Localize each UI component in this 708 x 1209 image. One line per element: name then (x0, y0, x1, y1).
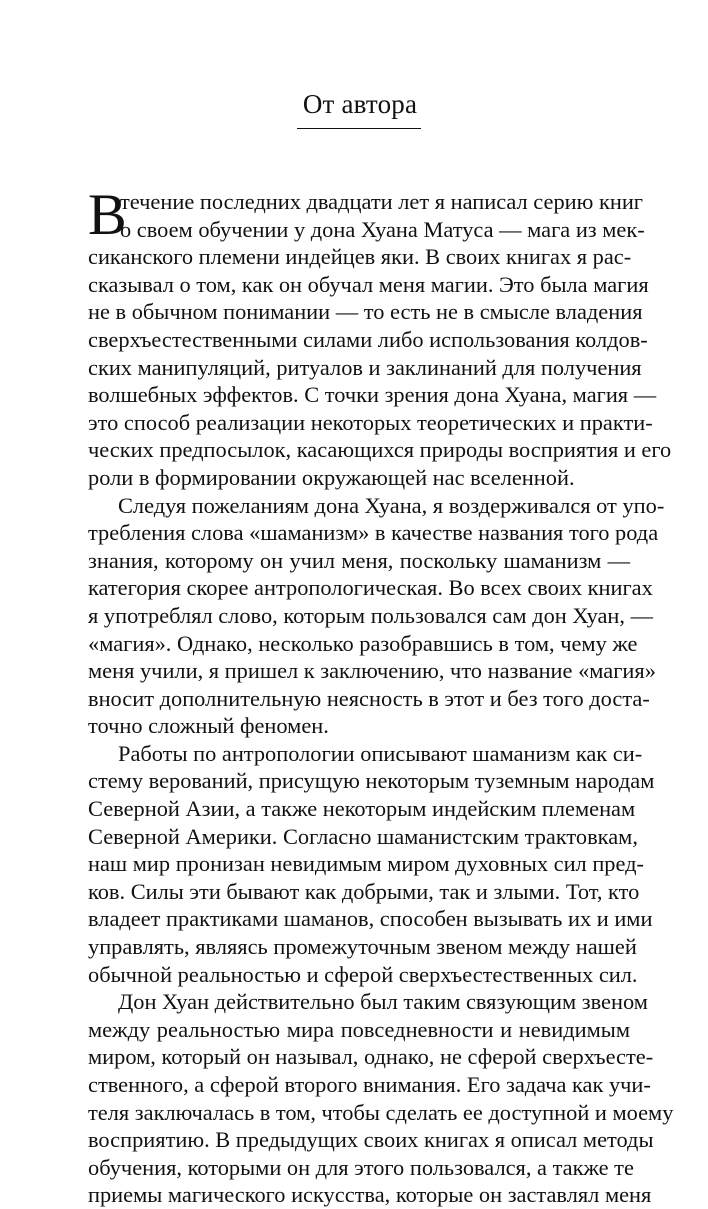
text-line: сиканского племени индейцев яки. В своих книгах я рас- (88, 244, 632, 270)
chapter-title: От автора (302, 89, 418, 119)
body-text (88, 182, 674, 1209)
paragraph (88, 988, 674, 1209)
text-line: Работы по антропологии описывают шаманизм как си- (118, 740, 643, 766)
text-line: стему верований, присущую некоторым туземным народам (88, 768, 655, 794)
text-line: точно сложный феномен. (88, 713, 329, 739)
text-line: ственного, а сферой второго внимания. Его задача как учи- (88, 1072, 651, 1097)
text-line: роли в формировании окружающей нас вселенной. (88, 464, 575, 490)
text-line: миром, который он называл, однако, не сферой сверхъесте- (88, 1044, 654, 1070)
paragraph (88, 492, 665, 740)
text-line: теля заключалась в том, чтобы сделать ее доступной и моему (88, 1099, 674, 1125)
title-underline (297, 128, 421, 129)
text-line: восприятию. В предыдущих своих книгах я описал методы (88, 1127, 654, 1153)
paragraph (88, 182, 672, 492)
text-line: обучения, которыми он для этого пользовался, а также те (88, 1154, 634, 1180)
text-line: Северной Азии, а также некоторым индейским племенам (88, 796, 636, 822)
text-line: владеет практиками шаманов, способен вызывать их и ими (88, 906, 653, 932)
drop-cap-letter: В (88, 182, 127, 247)
text-line: «магия». Однако, несколько разобравшись в том, чему же (88, 630, 638, 656)
text-line: ческих предпосылок, касающихся природы восприятия и его (88, 437, 672, 463)
text-line: волшебных эффектов. С точки зрения дона Хуана, магия — (88, 382, 657, 408)
text-line: наш мир пронизан невидимым миром духовных сил пред- (88, 851, 644, 877)
text-line: между реальностью мира повседневности и невидимым (88, 1016, 630, 1042)
text-line: Северной Америки. Согласно шаманистским трактовкам, (88, 823, 638, 849)
text-line: меня учили, я пришел к заключению, что название «магия» (88, 658, 656, 684)
text-line: ских манипуляций, ритуалов и заклинаний для получения (88, 354, 642, 380)
text-line: вносит дополнительную неясность в этот и без того доста- (88, 685, 650, 711)
text-line: категория скорее антропологическая. Во всех своих книгах (88, 575, 653, 601)
dropcap-block (88, 182, 645, 247)
text-line: я употреблял слово, которым пользовался сам дон Хуан, — (88, 602, 653, 628)
text-line: течение последних двадцати лет я написал серию книг (120, 189, 643, 214)
text-line: не в обычном понимании — то есть не в смысле владения (88, 299, 643, 325)
text-line: это способ реализации некоторых теоретических и практи- (88, 409, 653, 435)
text-line: знания, которому он учил меня, поскольку шаманизм — (88, 547, 630, 573)
text-line: Следуя пожеланиям дона Хуана, я воздерживался от упо- (118, 492, 665, 518)
text-line: ков. Силы эти бывают как добрыми, так и злыми. Тот, кто (88, 878, 640, 904)
text-line: обычной реальностью и сферой сверхъестественных сил. (88, 961, 638, 987)
text-line: сказывал о том, как он обучал меня магии. Это была магия (88, 271, 649, 297)
text-line: управлять, являясь промежуточным звеном между нашей (88, 934, 637, 960)
text-line: о своем обучении у дона Хуана Матуса — мага из мек- (120, 216, 645, 242)
text-line: сверхъестественными силами либо использования колдов- (88, 326, 648, 352)
text-line: требления слова «шаманизм» в качестве названия того рода (88, 520, 659, 546)
text-line: приемы магического искусства, которые он заставлял меня (88, 1182, 652, 1208)
text-line: Дон Хуан действительно был таким связующим звеном (118, 989, 648, 1015)
paragraph (88, 740, 655, 988)
